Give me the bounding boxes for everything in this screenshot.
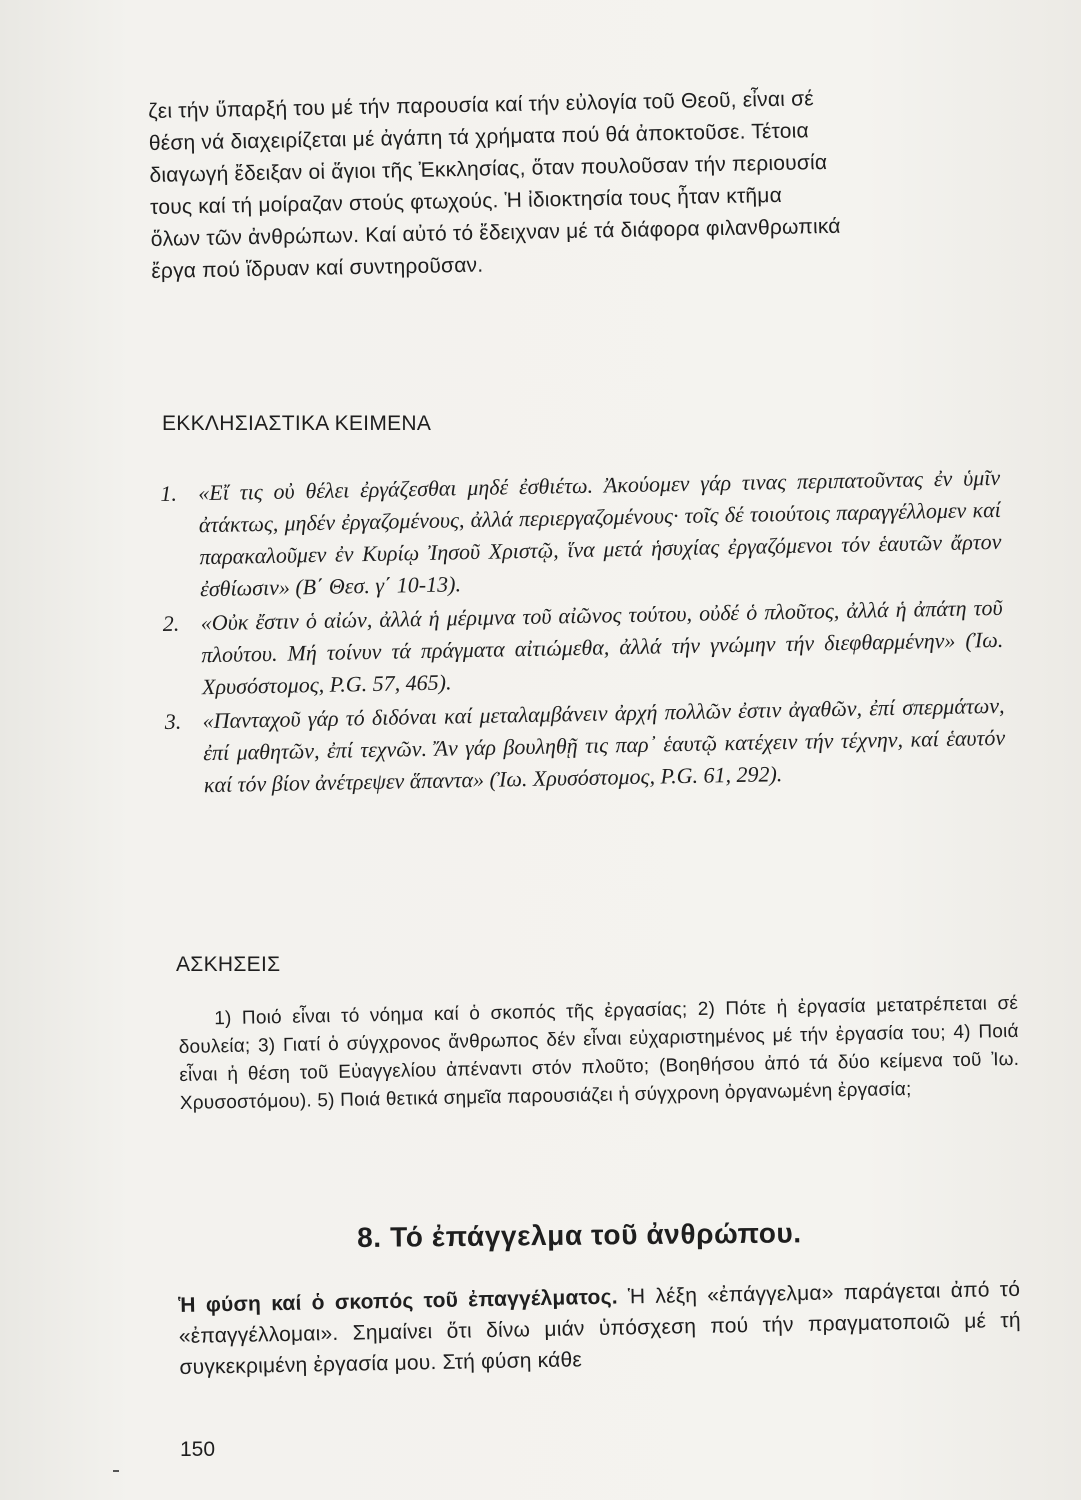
chapter-title: 8. Τό ἐπάγγελμα τοῦ ἀνθρώπου. bbox=[357, 1217, 802, 1253]
quote-number: 2. bbox=[162, 610, 180, 636]
intro-line: θέση νά διαχειρίζεται μέ ἀγάπη τά χρήματα πού θά ἀποκτοῦσε. Τέτοια bbox=[148, 119, 810, 155]
exercises-heading: ΑΣΚΗΣΕΙΣ bbox=[176, 953, 281, 976]
intro-line: ὅλων τῶν ἀνθρώπων. Καί αὐτό τό ἔδειχναν μέ τά διάφορα φιλανθρωπικά bbox=[150, 214, 841, 251]
quote-item bbox=[164, 690, 1006, 802]
exercises-text: 1) Ποιό εἶναι τό νόημα καί ὁ σκοπός τῆς ἐργασίας; 2) Πότε ἡ ἐργασία μετατρέπεται σέ δουλεία; 3) Γιατί ὁ σύγχρονος ἄνθρωπος δέν εἶναι εὐχαριστημένος μέ τήν ἐργασία του; 4) Ποιά εἶναι ἡ θέση τοῦ Εὐαγγελίου ἀπέναντι στόν πλοῦτο; (Βοηθήσου ἀπό τά δύο κείμενα τοῦ Ἰω. Χρυσοστόμου). 5) Ποιά θετικά σημεῖα παρουσιάζει ἡ σύγχρονη ὀργανωμένη ἐργασία; bbox=[178, 992, 1020, 1114]
body-text: Ἡ λέξη «ἐπάγγελμα» παράγεται ἀπό τό «ἐπαγγέλλομαι». Σημαίνει ὅτι δίνω μιάν ὑπόσχεση πού τήν πραγματοποιῶ μέ τή συγκεκριμένη ἐργασία μου. Στή φύση κάθε bbox=[178, 1277, 1021, 1379]
quote-number: 3. bbox=[164, 708, 182, 734]
body-paragraph bbox=[178, 1274, 1022, 1383]
quote-text: «Πανταχοῦ γάρ τό διδόναι καί μεταλαμβάνειν ἀρχή πολλῶν ἐστιν ἀγαθῶν, ἐπί σπερμάτων, ἐπί μαθητῶν, ἐπί τεχνῶν. Ἄν γάρ βουληθῇ τις παρ᾽ ἑαυτῷ κατέχειν τήν τέχνην, καί ἑαυτόν καί τόν βίον ἀνέτρεψεν ἅπαντα» (Ἰω. Χρυσόστομος, P.G. 61, 292). bbox=[202, 692, 1006, 798]
intro-line: ἔργα πού ἵδρυαν καί συντηροῦσαν. bbox=[151, 253, 484, 283]
quote-item bbox=[162, 592, 1004, 704]
intro-line: διαγωγή ἔδειξαν οἱ ἅγιοι τῆς Ἐκκλησίας, ὅταν πουλοῦσαν τήν περιουσία bbox=[149, 150, 828, 187]
quote-item bbox=[160, 462, 1002, 606]
intro-line: τους καί τή μοίραζαν στούς φτωχούς. Ἡ ἰδιοκτησία τους ἦταν κτῆμα bbox=[149, 183, 783, 219]
quotes-list bbox=[160, 462, 1006, 804]
quote-text: «Εἴ τις οὐ θέλει ἐργάζεσθαι μηδέ ἐσθιέτω. Ἀκούομεν γάρ τινας περιπατοῦντας ἐν ὑμῖν ἀτάκτως, μηδέν ἐργαζομένους, ἀλλά περιεργαζομένους· τοῖς δέ τοιούτοις παραγγέλλομεν καί παρακαλοῦμεν ἐν Κυρίῳ Ἰησοῦ Χριστῷ, ἵνα μετά ἡσυχίας ἐργαζόμενοι τόν ἑαυτῶν ἄρτον ἐσθίωσιν» (Β΄ Θεσ. γ΄ 10-13). bbox=[198, 464, 1002, 602]
body-lead: Ἡ φύση καί ὁ σκοπός τοῦ ἐπαγγέλματος. bbox=[178, 1285, 618, 1317]
quote-number: 1. bbox=[160, 480, 178, 506]
intro-paragraph bbox=[148, 80, 997, 288]
page-number: 150 bbox=[180, 1438, 216, 1461]
quote-text: «Οὐκ ἔστιν ὁ αἰών, ἀλλά ἡ μέριμνα τοῦ αἰῶνος τούτου, οὐδέ ὁ πλοῦτος, ἀλλά ἡ ἀπάτη τοῦ πλούτου. Μή τοίνυν τά πράγματα αἰτιώμεθα, ἀλλά τήν γνώμην τήν διεφθαρμένην» (Ἰω. Χρυσόστομος, P.G. 57, 465). bbox=[200, 594, 1004, 700]
scan-mark bbox=[113, 1470, 119, 1472]
section-heading: ΕΚΚΛΗΣΙΑΣΤΙΚΑ ΚΕΙΜΕΝΑ bbox=[162, 412, 432, 435]
intro-line: ζει τήν ὕπαρξή του μέ τήν παρουσία καί τήν εὐλογία τοῦ Θεοῦ, εἶναι σέ bbox=[148, 87, 815, 123]
